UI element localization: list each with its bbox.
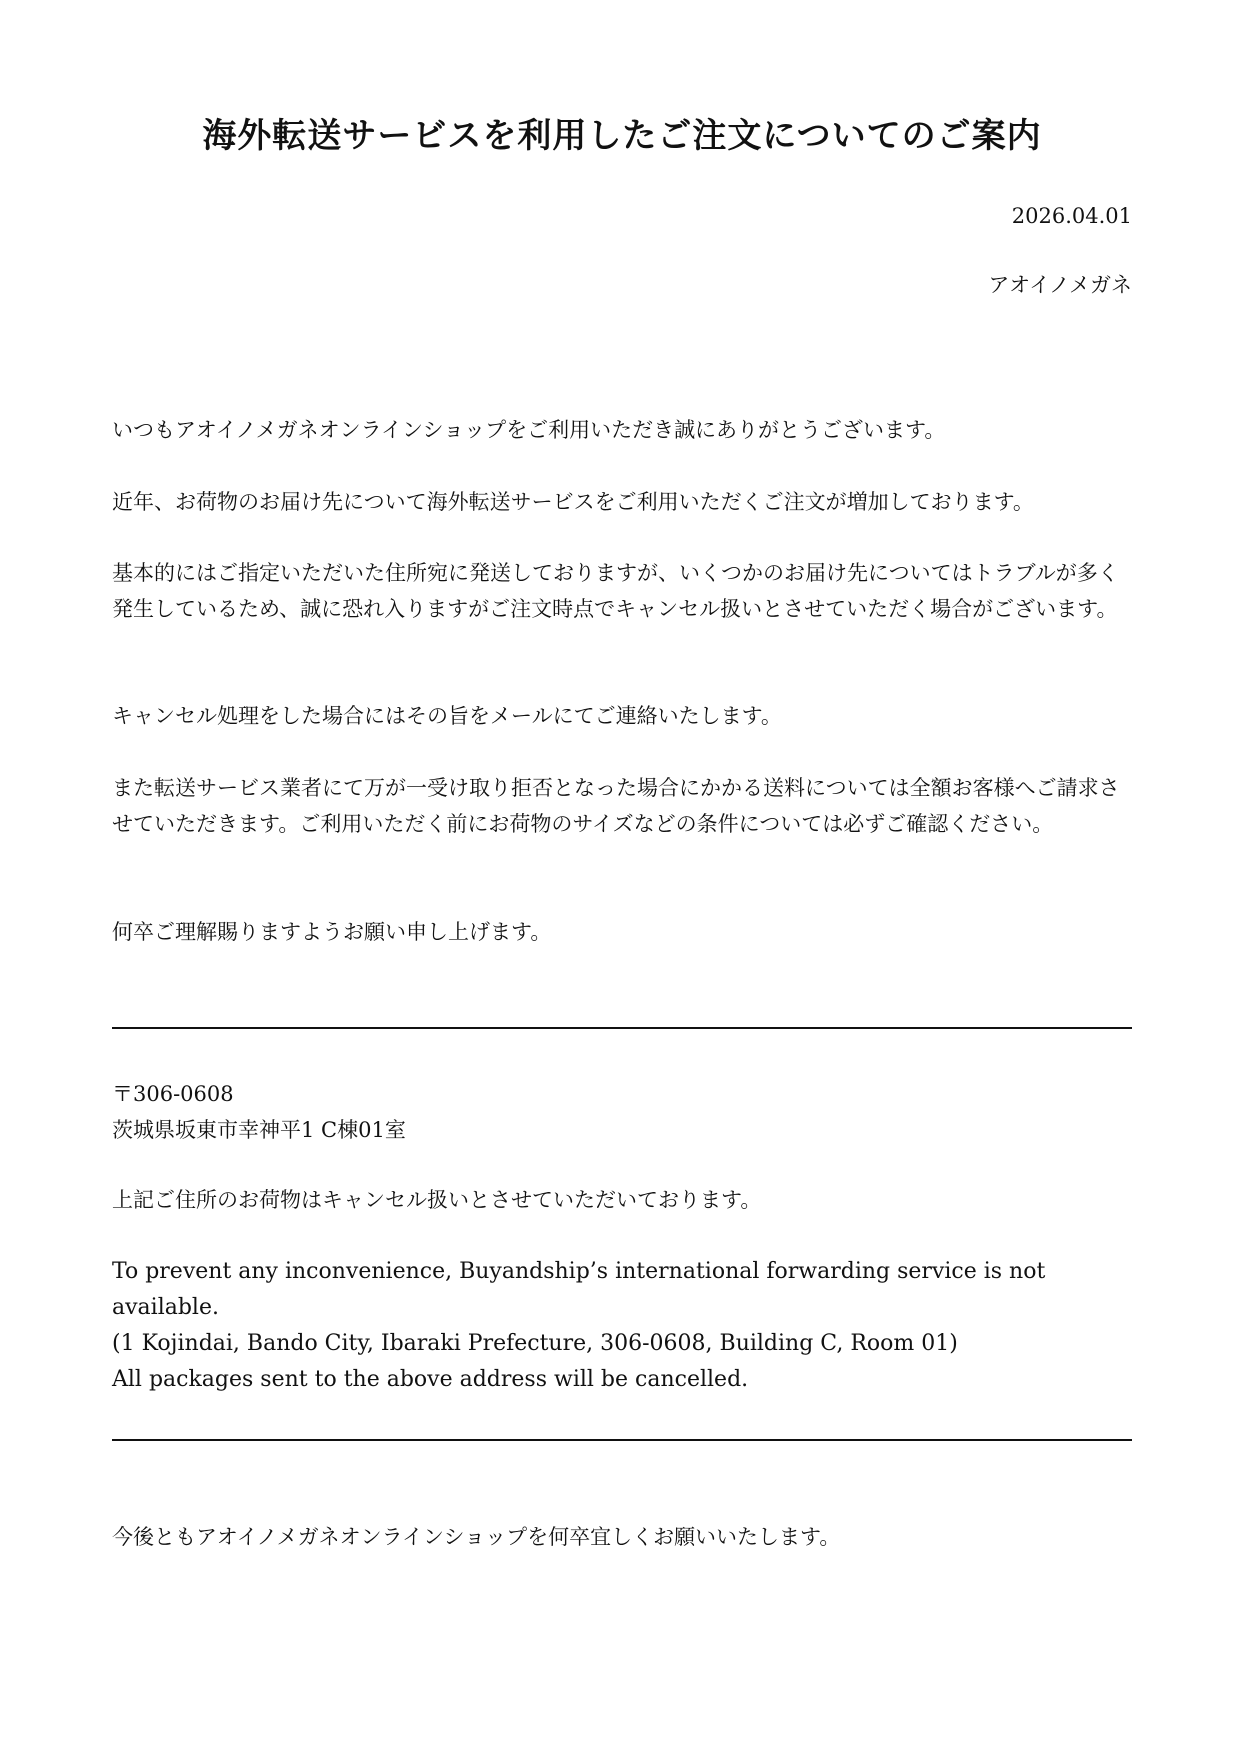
en-line-address: (1 Kojindai, Bando City, Ibaraki Prefecture, 306-0608, Building C, Room 01)	[112, 1331, 958, 1356]
document-title: 海外転送サービスを利用したご注文についてのご案内	[202, 116, 1042, 156]
divider-top	[112, 1027, 1132, 1029]
paragraph-increase: 近年、お荷物のお届け先について海外転送サービスをご利用いただくご注文が増加しております。	[112, 490, 1034, 514]
paragraph-greeting: いつもアオイノメガネオンラインショップをご利用いただき誠にありがとうございます。	[112, 418, 946, 442]
paragraph-cancel-policy: 基本的にはご指定いただいた住所宛に発送しておりますが、いくつかのお届け先についてはトラブルが多く発生しているため、誠に恐れ入りますがご注文時点でキャンセル扱いとさせていただく場合がございます。	[112, 561, 1119, 621]
divider-bottom	[112, 1439, 1132, 1441]
paragraph-request: 何卒ご理解賜りますようお願い申し上げます。	[112, 920, 552, 944]
cancel-notice-jp: 上記ご住所のお荷物はキャンセル扱いとさせていただいております。	[112, 1188, 762, 1212]
document-date: 2026.04.01	[1011, 204, 1132, 228]
cancel-notice-en	[112, 1254, 1132, 1398]
paragraph-shipping-fee: また転送サービス業者にて万が一受け取り拒否となった場合にかかる送料については全額お客様へご請求させていただきます。ご利用いただく前にお荷物のサイズなどの条件については必ずご確認ください。	[112, 776, 1120, 836]
postal-code: 〒306-0608	[112, 1082, 234, 1106]
closing-remark: 今後ともアオイノメガネオンラインショップを何卒宜しくお願いいたします。	[112, 1525, 841, 1549]
paragraph-email-notice: キャンセル処理をした場合にはその旨をメールにてご連絡いたします。	[112, 704, 782, 728]
en-line-cancelled: All packages sent to the above address will be cancelled.	[112, 1367, 749, 1392]
en-line-service: To prevent any inconvenience, Buyandship’s international forwarding service is not available.	[112, 1259, 1046, 1320]
blocked-address: 茨城県坂東市幸神平1 C棟01室	[112, 1118, 406, 1142]
sender-name: アオイノメガネ	[988, 273, 1132, 297]
